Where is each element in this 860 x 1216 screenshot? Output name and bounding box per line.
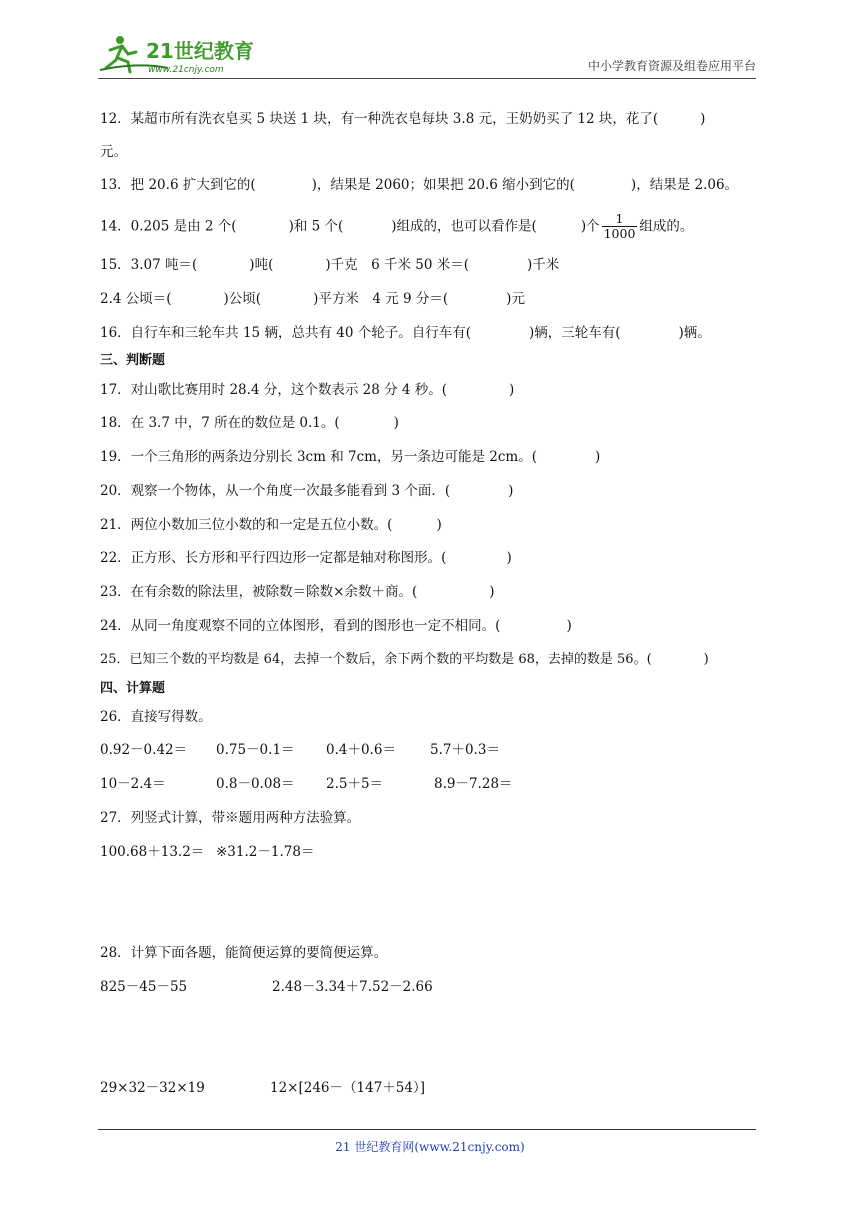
svg-text:www.21cnjy.com: www.21cnjy.com <box>148 65 224 75</box>
fraction-1-1000: $\frac{1}{1000}$ <box>603 211 636 242</box>
question-28-row2: 29×32－32×19 12×[246－（147＋54）] <box>100 1080 425 1096</box>
question-28-row1: 825－45－55 2.48－3.34＋7.52－2.66 <box>100 979 433 995</box>
question-17: 17．对山歌比赛用时 28.4 分，这个数表示 28 分 4 秒。( ) <box>100 382 515 398</box>
question-16: 16．自行车和三轮车共 15 辆，总共有 40 个轮子。自行车有( )辆，三轮车有( )辆。 <box>100 325 711 341</box>
question-15-line1: 15．3.07 吨＝( )吨( )千克 6 千米 50 米＝( )千米 <box>100 257 560 273</box>
page-header <box>98 28 756 79</box>
question-26: 26．直接写得数。 <box>100 709 212 725</box>
footer-divider <box>98 1129 756 1130</box>
question-24: 24．从同一角度观察不同的立体图形，看到的图形也一定不相同。( ) <box>100 618 572 634</box>
question-12: 12．某超市所有洗衣皂买 5 块送 1 块，有一种洗衣皂每块 3.8 元，王奶奶买了 12 块，花了( ) <box>100 111 706 127</box>
question-15-line2: 2.4 公顷＝( )公顷( )平方米 4 元 9 分＝( )元 <box>100 291 525 307</box>
question-23: 23．在有余数的除法里，被除数＝除数×余数＋商。( ) <box>100 584 495 600</box>
question-28: 28．计算下面各题，能简便运算的要简便运算。 <box>100 945 388 961</box>
question-27-row1: 100.68＋13.2＝ ※31.2－1.78＝ <box>100 844 315 860</box>
question-12-cont: 元。 <box>100 144 127 160</box>
question-20: 20．观察一个物体，从一个角度一次最多能看到 3 个面．( ) <box>100 483 514 499</box>
header-platform-text: 中小学教育资源及组卷应用平台 <box>587 59 756 73</box>
question-25: 25．已知三个数的平均数是 64，去掉一个数后，余下两个数的平均数是 68，去掉的数是 56。( ) <box>100 652 709 667</box>
question-22: 22．正方形、长方形和平行四边形一定都是轴对称图形。( ) <box>100 550 512 566</box>
question-18: 18．在 3.7 中，7 所在的数位是 0.1。( ) <box>100 415 399 431</box>
svg-text:21世纪教育: 21世纪教育 <box>146 39 254 63</box>
question-19: 19．一个三角形的两条边分别长 3cm 和 7cm，另一条边可能是 2cm。( ) <box>100 449 601 465</box>
question-26-row1: 0.92－0.42＝ 0.75－0.1＝ 0.4＋0.6＝ 5.7＋0.3＝ <box>100 742 500 758</box>
section-title-judgement: 三、判断题 <box>100 353 166 368</box>
question-13: 13．把 20.6 扩大到它的( )，结果是 2060；如果把 20.6 缩小到它的( )，结果是 2.06。 <box>100 177 739 193</box>
question-26-row2: 10－2.4＝ 0.8－0.08＝ 2.5＋5＝ 8.9－7.28＝ <box>100 776 513 792</box>
question-27: 27．列竖式计算，带※题用两种方法验算。 <box>100 810 361 826</box>
question-14: 14．0.205 是由 2 个( )和 5 个( )组成的，也可以看作是( )个 $\frac{1}{1000}$ 组成的。 <box>100 211 694 242</box>
section-title-calculation: 四、计算题 <box>100 681 166 696</box>
question-21: 21．两位小数加三位小数的和一定是五位小数。( ) <box>100 517 442 533</box>
footer-site-link[interactable]: 21 世纪教育网(www.21cnjy.com) <box>335 1140 525 1154</box>
logo-21cnjy <box>98 32 268 76</box>
